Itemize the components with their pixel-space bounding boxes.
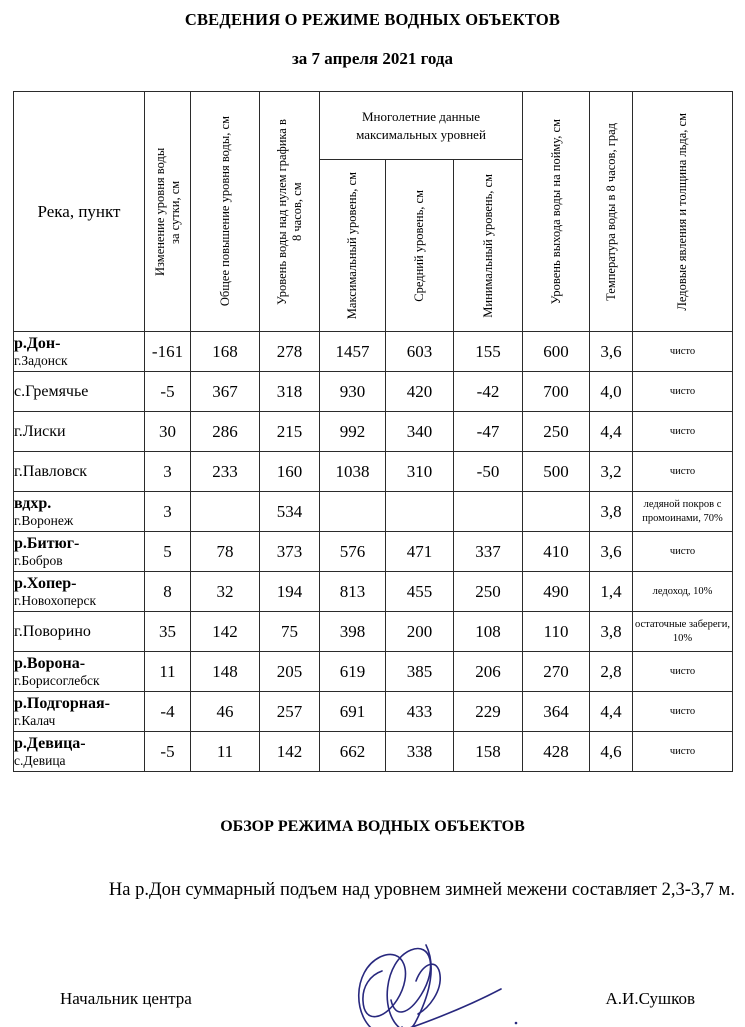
- cell-floodplain: 500: [523, 452, 590, 492]
- col-header-rise: [191, 92, 260, 332]
- table-row: [14, 732, 733, 772]
- cell-level: 194: [260, 572, 320, 612]
- col-header-change-label: Изменение уровня воды за сутки, см: [152, 147, 182, 276]
- cell-avg: 433: [386, 692, 454, 732]
- cell-floodplain: 410: [523, 532, 590, 572]
- river-name: г.Лиски: [14, 422, 66, 440]
- cell-level: 75: [260, 612, 320, 652]
- cell-rise: 142: [191, 612, 260, 652]
- cell-change: -161: [145, 332, 191, 372]
- cell-max: 930: [320, 372, 386, 412]
- river-name: р.Подгорная-: [14, 694, 110, 712]
- cell-change: 3: [145, 492, 191, 532]
- table-row: [14, 652, 733, 692]
- signature-block: [0, 931, 745, 1027]
- cell-floodplain: 600: [523, 332, 590, 372]
- cell-ice: ледоход, 10%: [633, 572, 733, 612]
- cell-avg: 455: [386, 572, 454, 612]
- cell-avg: [386, 492, 454, 532]
- cell-min: 337: [454, 532, 523, 572]
- signatory-position: Начальник центра: [60, 989, 192, 1008]
- cell-avg: 420: [386, 372, 454, 412]
- cell-avg: 471: [386, 532, 454, 572]
- cell-ice: чисто: [633, 732, 733, 772]
- cell-ice: чисто: [633, 372, 733, 412]
- station-name: г.Воронеж: [14, 512, 74, 528]
- table-row: [14, 492, 733, 532]
- overview-title: ОБЗОР РЕЖИМА ВОДНЫХ ОБЪЕКТОВ: [220, 818, 525, 835]
- cell-floodplain: 250: [523, 412, 590, 452]
- signatory-name: А.И.Сушков: [605, 989, 695, 1008]
- station-name: г.Борисоглебск: [14, 672, 100, 688]
- cell-ice: чисто: [633, 332, 733, 372]
- cell-max: 576: [320, 532, 386, 572]
- col-header-temp: [590, 92, 633, 332]
- cell-max: 691: [320, 692, 386, 732]
- cell-change: 35: [145, 612, 191, 652]
- col-header-river-label: Река, пункт: [37, 201, 121, 221]
- signature-image: [338, 939, 538, 1027]
- cell-level: 142: [260, 732, 320, 772]
- river-name: вдхр.: [14, 494, 52, 512]
- table-row: [14, 572, 733, 612]
- cell-floodplain: 700: [523, 372, 590, 412]
- cell-min: 206: [454, 652, 523, 692]
- river-name: р.Хопер-: [14, 574, 77, 592]
- cell-temp: 4,4: [590, 412, 633, 452]
- cell-ice: чисто: [633, 452, 733, 492]
- cell-floodplain: [523, 492, 590, 532]
- cell-floodplain: 110: [523, 612, 590, 652]
- cell-min: 155: [454, 332, 523, 372]
- cell-level: 160: [260, 452, 320, 492]
- station-name: г.Калач: [14, 712, 56, 728]
- cell-river: [14, 532, 145, 572]
- cell-river: [14, 612, 145, 652]
- col-header-avg: [386, 160, 454, 332]
- cell-avg: 310: [386, 452, 454, 492]
- col-group-longterm-label: Многолетние данные максимальных уровней: [356, 108, 486, 142]
- station-name: г.Новохоперск: [14, 592, 97, 608]
- river-name: р.Дон-: [14, 334, 61, 352]
- cell-temp: 2,8: [590, 652, 633, 692]
- col-header-change: [145, 92, 191, 332]
- cell-min: [454, 492, 523, 532]
- cell-change: -4: [145, 692, 191, 732]
- cell-temp: 4,0: [590, 372, 633, 412]
- cell-level: 205: [260, 652, 320, 692]
- cell-max: 398: [320, 612, 386, 652]
- col-header-avg-label: Средний уровень, см: [412, 189, 426, 302]
- cell-level: 373: [260, 532, 320, 572]
- cell-temp: 4,6: [590, 732, 633, 772]
- cell-ice: чисто: [633, 692, 733, 732]
- col-header-level: [260, 92, 320, 332]
- cell-rise: 32: [191, 572, 260, 612]
- river-name: р.Ворона-: [14, 654, 86, 672]
- cell-min: 108: [454, 612, 523, 652]
- cell-temp: 3,2: [590, 452, 633, 492]
- cell-rise: 46: [191, 692, 260, 732]
- table-row: [14, 532, 733, 572]
- cell-max: 619: [320, 652, 386, 692]
- cell-ice: ледяной покров с промоинами, 70%: [633, 492, 733, 532]
- cell-river: [14, 732, 145, 772]
- table-row: [14, 372, 733, 412]
- cell-level: 534: [260, 492, 320, 532]
- cell-level: 257: [260, 692, 320, 732]
- cell-temp: 3,6: [590, 532, 633, 572]
- col-header-floodplain-label: Уровень выхода воды на пойму, см: [548, 118, 563, 305]
- cell-temp: 3,8: [590, 492, 633, 532]
- cell-avg: 385: [386, 652, 454, 692]
- cell-level: 215: [260, 412, 320, 452]
- cell-river: [14, 332, 145, 372]
- river-name: р.Битюг-: [14, 534, 80, 552]
- cell-floodplain: 364: [523, 692, 590, 732]
- cell-max: 813: [320, 572, 386, 612]
- river-name: р.Девица-: [14, 734, 86, 752]
- cell-floodplain: 270: [523, 652, 590, 692]
- cell-rise: 168: [191, 332, 260, 372]
- cell-change: 8: [145, 572, 191, 612]
- cell-max: 1038: [320, 452, 386, 492]
- cell-change: 11: [145, 652, 191, 692]
- table-row: [14, 412, 733, 452]
- cell-ice: чисто: [633, 652, 733, 692]
- table-row: [14, 452, 733, 492]
- cell-avg: 340: [386, 412, 454, 452]
- cell-min: 158: [454, 732, 523, 772]
- col-header-min-label: Минимальный уровень, см: [480, 173, 495, 318]
- col-header-max-label: Максимальный уровень, см: [345, 171, 359, 320]
- table-row: [14, 332, 733, 372]
- cell-rise: [191, 492, 260, 532]
- cell-max: 1457: [320, 332, 386, 372]
- summary-paragraph: На р.Дон суммарный подъем над уровнем зимней межени составляет 2,3-3,7 м.: [108, 880, 735, 900]
- table-row: [14, 692, 733, 732]
- cell-rise: 286: [191, 412, 260, 452]
- cell-change: 3: [145, 452, 191, 492]
- cell-min: 229: [454, 692, 523, 732]
- page-title: СВЕДЕНИЯ О РЕЖИМЕ ВОДНЫХ ОБЪЕКТОВ: [184, 10, 561, 29]
- station-name: г.Бобров: [14, 552, 63, 568]
- col-header-ice-label: Ледовые явления и толщина льда, см: [675, 112, 690, 311]
- cell-river: [14, 692, 145, 732]
- cell-ice: чисто: [633, 412, 733, 452]
- cell-change: -5: [145, 732, 191, 772]
- cell-floodplain: 490: [523, 572, 590, 612]
- cell-rise: 78: [191, 532, 260, 572]
- cell-river: [14, 652, 145, 692]
- cell-min: -42: [454, 372, 523, 412]
- cell-level: 278: [260, 332, 320, 372]
- col-header-rise-label: Общее повышение уровня воды, см: [217, 116, 232, 307]
- cell-rise: 11: [191, 732, 260, 772]
- cell-river: [14, 452, 145, 492]
- cell-max: [320, 492, 386, 532]
- col-header-ice: [633, 92, 733, 332]
- cell-avg: 200: [386, 612, 454, 652]
- cell-floodplain: 428: [523, 732, 590, 772]
- cell-change: 5: [145, 532, 191, 572]
- col-header-level-label: Уровень воды над нулем графика в 8 часов, см: [274, 118, 304, 305]
- water-levels-table: [13, 91, 733, 772]
- col-header-river: [14, 92, 145, 332]
- cell-min: -50: [454, 452, 523, 492]
- cell-change: -5: [145, 372, 191, 412]
- cell-temp: 3,6: [590, 332, 633, 372]
- col-group-longterm: [320, 92, 523, 160]
- cell-avg: 338: [386, 732, 454, 772]
- page-subtitle: за 7 апреля 2021 года: [291, 49, 454, 68]
- river-name: с.Гремячье: [14, 382, 89, 400]
- col-header-temp-label: Температура воды в 8 часов, град: [603, 122, 618, 301]
- station-name: г.Задонск: [14, 352, 68, 368]
- cell-temp: 1,4: [590, 572, 633, 612]
- cell-ice: чисто: [633, 532, 733, 572]
- cell-change: 30: [145, 412, 191, 452]
- cell-rise: 148: [191, 652, 260, 692]
- cell-river: [14, 492, 145, 532]
- cell-river: [14, 372, 145, 412]
- col-header-floodplain: [523, 92, 590, 332]
- cell-river: [14, 572, 145, 612]
- cell-min: 250: [454, 572, 523, 612]
- river-name: г.Поворино: [14, 622, 91, 640]
- cell-rise: 233: [191, 452, 260, 492]
- station-name: с.Девица: [14, 752, 66, 768]
- cell-river: [14, 412, 145, 452]
- cell-max: 992: [320, 412, 386, 452]
- cell-max: 662: [320, 732, 386, 772]
- cell-avg: 603: [386, 332, 454, 372]
- col-header-min: [454, 160, 523, 332]
- river-name: г.Павловск: [14, 462, 88, 480]
- cell-temp: 3,8: [590, 612, 633, 652]
- col-header-max: [320, 160, 386, 332]
- cell-temp: 4,4: [590, 692, 633, 732]
- cell-level: 318: [260, 372, 320, 412]
- cell-rise: 367: [191, 372, 260, 412]
- table-row: [14, 612, 733, 652]
- cell-min: -47: [454, 412, 523, 452]
- cell-ice: остаточные забереги, 10%: [633, 612, 733, 652]
